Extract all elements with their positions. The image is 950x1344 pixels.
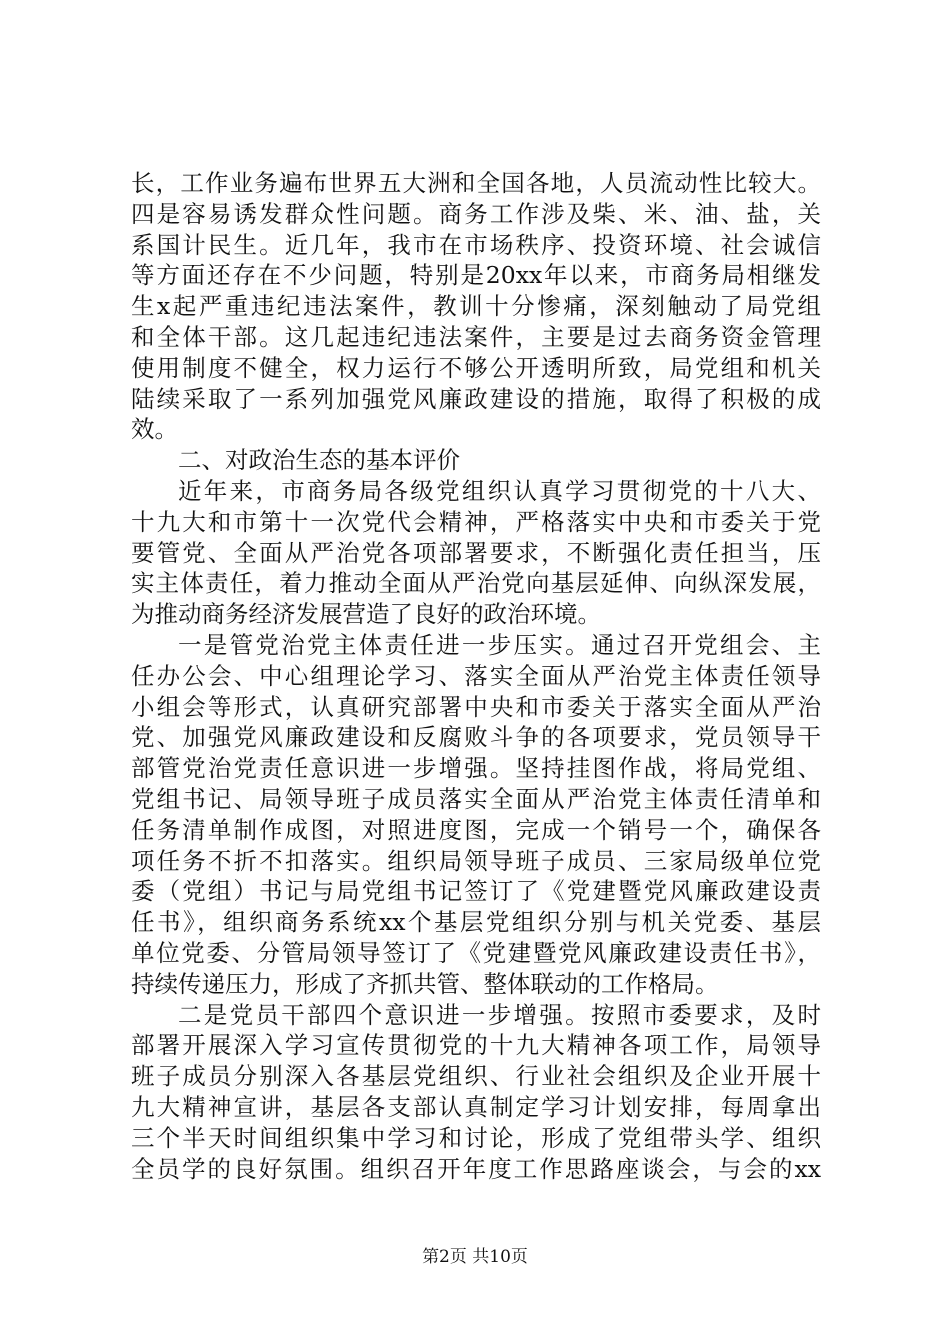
text-line: 陆续采取了一系列加强党风廉政建设的措施，取得了积极的成 [131,384,821,413]
text-line: 单位党委、分管局领导签订了《党建暨党风廉政建设责任书》， [131,938,821,967]
text-line: 持续传递压力，形成了齐抓共管、整体联动的工作格局。 [131,969,719,998]
text-line: 一是管党治党主体责任进一步压实。通过召开党组会、主 [178,630,821,659]
text-line: 党、加强党风廉政建设和反腐败斗争的各项要求，党员领导干 [131,723,821,752]
text-line: 全员学的良好氛围。组织召开年度工作思路座谈会，与会的xx [131,1154,821,1183]
text-line: 项任务不折不扣落实。组织局领导班子成员、三家局级单位党 [131,846,821,875]
text-line: 委（党组）书记与局党组书记签订了《党建暨党风廉政建设责 [131,877,821,906]
text-line: 等方面还存在不少问题，特别是20xx年以来，市商务局相继发 [131,261,821,290]
text-line: 任书》，组织商务系统xx个基层党组织分别与机关党委、基层 [131,908,821,937]
text-line: 效。 [131,415,178,444]
text-line: 党组书记、局领导班子成员落实全面从严治党主体责任清单和 [131,784,821,813]
text-line: 九大精神宣讲，基层各支部认真制定学习计划安排，每周拿出 [131,1092,821,1121]
text-line: 和全体干部。这几起违纪违法案件，主要是过去商务资金管理 [131,322,821,351]
text-line: 二、对政治生态的基本评价 [178,446,460,475]
text-line: 任务清单制作成图，对照进度图，完成一个销号一个，确保各 [131,815,821,844]
text-line: 三个半天时间组织集中学习和讨论，形成了党组带头学、组织 [131,1123,821,1152]
text-line: 二是党员干部四个意识进一步增强。按照市委要求，及时 [178,1000,821,1029]
text-line: 十九大和市第十一次党代会精神，严格落实中央和市委关于党 [131,507,821,536]
text-line: 部管党治党责任意识进一步增强。坚持挂图作战，将局党组、 [131,754,821,783]
text-line: 近年来，市商务局各级党组织认真学习贯彻党的十八大、 [178,476,821,505]
text-line: 小组会等形式，认真研究部署中央和市委关于落实全面从严治 [131,692,821,721]
text-line: 实主体责任，着力推动全面从严治党向基层延伸、向纵深发展， [131,569,821,598]
text-line: 部署开展深入学习宣传贯彻党的十九大精神各项工作，局领导 [131,1031,821,1060]
text-line: 系国计民生。近几年，我市在市场秩序、投资环境、社会诚信 [131,230,821,259]
text-line: 为推动商务经济发展营造了良好的政治环境。 [131,600,601,629]
document-body [131,168,821,1184]
text-line: 班子成员分别深入各基层党组织、行业社会组织及企业开展十 [131,1062,821,1091]
text-line: 要管党、全面从严治党各项部署要求，不断强化责任担当，压 [131,538,821,567]
text-line: 长，工作业务遍布世界五大洲和全国各地，人员流动性比较大。 [131,169,821,197]
text-line: 任办公会、中心组理论学习、落实全面从严治党主体责任领导 [131,661,821,690]
text-line: 生x起严重违纪违法案件，教训十分惨痛，深刻触动了局党组 [131,292,821,321]
text-line: 四是容易诱发群众性问题。商务工作涉及柴、米、油、盐，关 [131,199,821,228]
page-footer: 第2页 共10页 [422,1247,528,1267]
text-line: 使用制度不健全，权力运行不够公开透明所致，局党组和机关 [131,353,821,382]
